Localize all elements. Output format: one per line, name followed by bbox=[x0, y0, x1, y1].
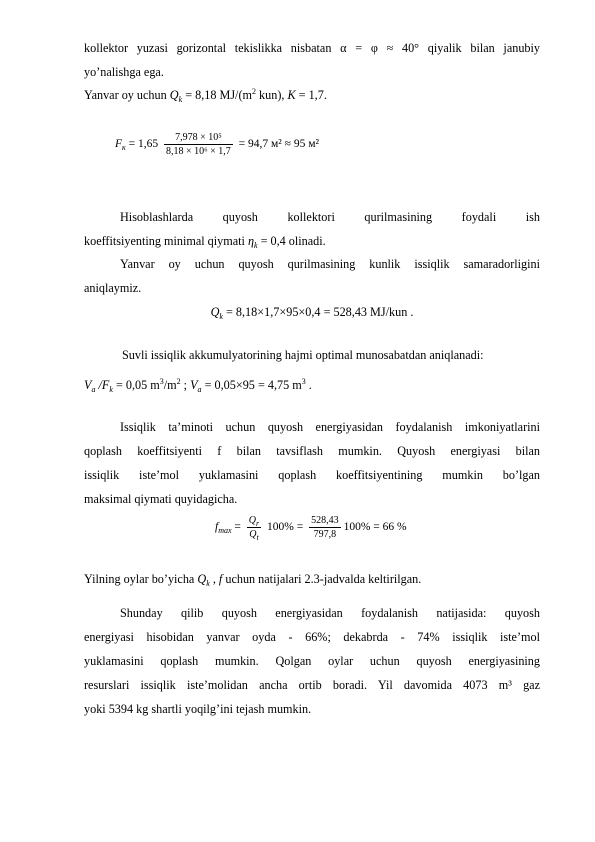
fraction: $\frac{Q_r}{Q_t}$ bbox=[248, 515, 260, 542]
paragraph-line: yuklamasini qoplash mumkin. Qolgan oylar uchun quyosh energiyasining bbox=[84, 654, 540, 668]
paragraph-line: kollektor yuzasi gorizontal tekislikka nisbatan α = φ ≈ 40° qiyalik bilan janubiy bbox=[84, 41, 540, 55]
paragraph-line: maksimal qiymati quyidagicha. bbox=[84, 492, 238, 506]
paragraph-line: issiqlik iste’mol yuklamasini qoplash koeffitsiyentining mumkin bo’lgan bbox=[84, 468, 540, 482]
paragraph-line: yoki 5394 kg shartli yoqilg’ini tejash mumkin. bbox=[84, 702, 312, 716]
paragraph-line: Hisoblashlarda quyosh kollektori qurilmasining foydali ish bbox=[120, 210, 540, 224]
paragraph-line: Yanvar oy uchun quyosh qurilmasining kunlik issiqlik samaradorligini bbox=[120, 257, 540, 271]
paragraph-line: energiyasi hisobidan yanvar oyda - 66%; dekabrda - 74% issiqlik iste’mol bbox=[84, 630, 540, 644]
paragraph-line: Yilning oylar bo’yicha $Q_k$ , f uchun natijalari 2.3-jadvalda keltirilgan. bbox=[84, 572, 422, 588]
paragraph-line: Shunday qilib quyosh energiyasidan foydalanish natijasida: quyosh bbox=[120, 606, 540, 620]
paragraph-line: qoplash koeffitsiyenti f bilan tavsiflash mumkin. Quyosh energiyasi bilan bbox=[84, 444, 540, 458]
daily-efficiency-equation: $Q_k = 8,18\times 1,7\times 95\times 0,4 = 528,43$ MJ/kun . bbox=[210, 305, 414, 321]
paragraph-line: yo’nalishga ega. bbox=[84, 65, 164, 79]
paragraph-line: Suvli issiqlik akkumulyatorining hajmi optimal munosabatdan aniqlanadi: bbox=[122, 348, 484, 362]
paragraph-line: resurslari issiqlik iste’molidan ancha ortib boradi. Yil davomida 4073 m³ gaz bbox=[84, 678, 540, 692]
accumulator-volume-equation: $V_a$ $/F_k = 0,05$ $m^3/m^2$ ; $V_a = 0,05\times 95 = 4,75$ $m^3$ . bbox=[84, 377, 312, 394]
collector-area-formula: $F_к = 1,65$ $\frac{\text{7,978 × 10⁵}}{\text{8,18 × 10⁶ × 1,7}}$ = 94,7 м² ≈ 95 м² bbox=[115, 132, 319, 157]
paragraph-line: Yanvar oy uchun $Q_k = 8,18$ $MJ/(m^2$ kun), K = 1,7. bbox=[84, 87, 327, 104]
paragraph-line: Issiqlik ta’minoti uchun quyosh energiyasidan foydalanish imkoniyatlarini bbox=[120, 420, 540, 434]
fraction: $\frac{\text{7,978 × 10⁵}}{\text{8,18 × 10⁶ × 1,7}}$ bbox=[166, 132, 231, 157]
paragraph-line: koeffitsiyenting minimal qiymati $\eta_k = 0,4$ olinadi. bbox=[84, 234, 326, 250]
coverage-coefficient-formula: $f_{max}$ = $\frac{Q_r}{Q_t}$ 100% = $\frac{528,43}{797,8}$ 100% = 66 % bbox=[215, 515, 407, 542]
fraction: $\frac{528,43}{797,8}$ bbox=[311, 515, 339, 540]
paragraph-line: aniqlaymiz. bbox=[84, 281, 142, 295]
